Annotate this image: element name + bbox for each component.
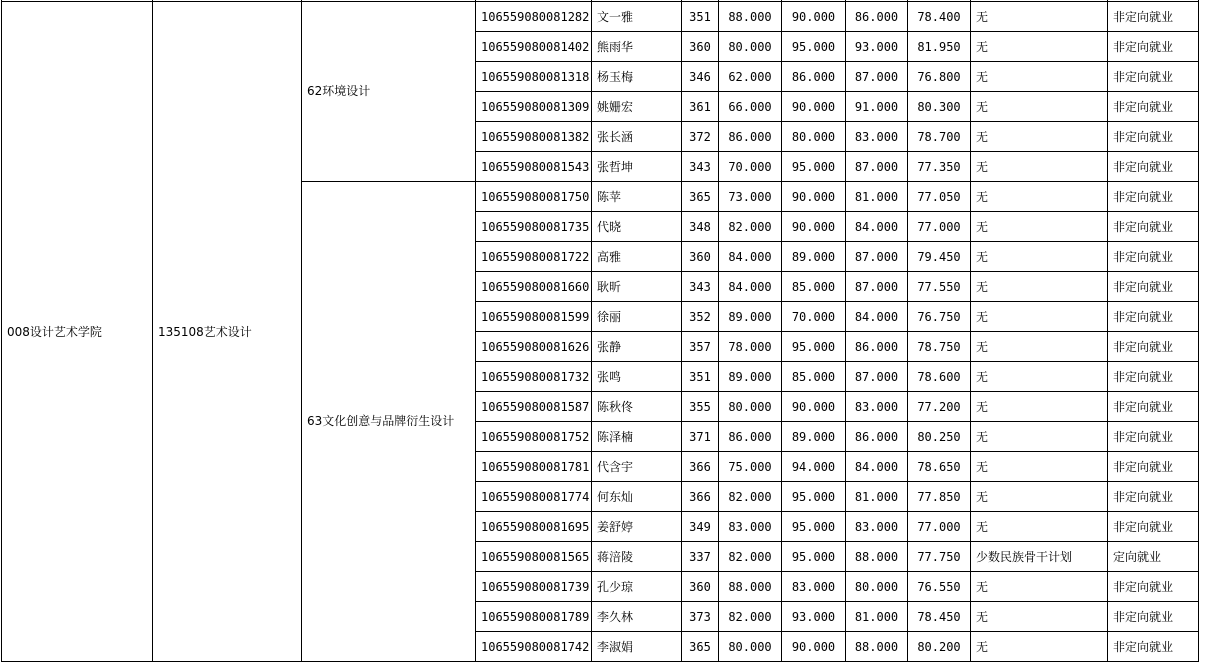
special-plan-cell: 无	[971, 602, 1108, 632]
retest-score-1-cell: 62.000	[719, 62, 782, 92]
retest-score-3-cell: 81.000	[846, 482, 908, 512]
initial-score-cell: 371	[682, 422, 719, 452]
final-score-cell: 78.450	[908, 602, 971, 632]
special-plan-cell: 无	[971, 452, 1108, 482]
retest-score-2-cell: 95.000	[782, 32, 846, 62]
retest-score-1-cell: 89.000	[719, 302, 782, 332]
initial-score-cell: 348	[682, 212, 719, 242]
retest-score-3-cell: 87.000	[846, 362, 908, 392]
initial-score-cell: 366	[682, 482, 719, 512]
candidate-name-cell: 姚姗宏	[592, 92, 682, 122]
candidate-name-cell: 耿昕	[592, 272, 682, 302]
initial-score-cell: 361	[682, 92, 719, 122]
final-score-cell: 78.700	[908, 122, 971, 152]
final-score-cell: 80.200	[908, 632, 971, 662]
retest-score-1-cell: 82.000	[719, 602, 782, 632]
employment-type-cell: 非定向就业	[1108, 182, 1199, 212]
candidate-name-cell: 张鸣	[592, 362, 682, 392]
retest-score-2-cell: 94.000	[782, 452, 846, 482]
final-score-cell: 76.550	[908, 572, 971, 602]
retest-score-3-cell: 84.000	[846, 302, 908, 332]
special-plan-cell: 无	[971, 2, 1108, 32]
candidate-name-cell: 张哲坤	[592, 152, 682, 182]
candidate-name-cell: 高雅	[592, 242, 682, 272]
candidate-id-cell: 106559080081318	[476, 62, 592, 92]
retest-score-1-cell: 82.000	[719, 482, 782, 512]
special-plan-cell: 无	[971, 512, 1108, 542]
retest-score-2-cell: 85.000	[782, 362, 846, 392]
special-plan-cell: 无	[971, 362, 1108, 392]
final-score-cell: 76.800	[908, 62, 971, 92]
retest-score-1-cell: 80.000	[719, 32, 782, 62]
retest-score-1-cell: 66.000	[719, 92, 782, 122]
retest-score-3-cell: 86.000	[846, 332, 908, 362]
candidate-id-cell: 106559080081742	[476, 632, 592, 662]
retest-score-2-cell: 89.000	[782, 422, 846, 452]
candidate-name-cell: 陈秋佟	[592, 392, 682, 422]
employment-type-cell: 非定向就业	[1108, 332, 1199, 362]
candidate-id-cell: 106559080081781	[476, 452, 592, 482]
candidate-name-cell: 李淑娟	[592, 632, 682, 662]
retest-score-1-cell: 70.000	[719, 152, 782, 182]
final-score-cell: 81.950	[908, 32, 971, 62]
retest-score-2-cell: 90.000	[782, 632, 846, 662]
final-score-cell: 78.650	[908, 452, 971, 482]
admission-results-table	[1, 0, 1199, 662]
final-score-cell: 78.600	[908, 362, 971, 392]
retest-score-1-cell: 80.000	[719, 392, 782, 422]
retest-score-3-cell: 83.000	[846, 122, 908, 152]
employment-type-cell: 非定向就业	[1108, 632, 1199, 662]
retest-score-3-cell: 93.000	[846, 32, 908, 62]
retest-score-3-cell: 84.000	[846, 212, 908, 242]
candidate-id-cell: 106559080081774	[476, 482, 592, 512]
candidate-id-cell: 106559080081722	[476, 242, 592, 272]
special-plan-cell: 无	[971, 482, 1108, 512]
special-plan-cell: 无	[971, 62, 1108, 92]
retest-score-3-cell: 87.000	[846, 62, 908, 92]
major-cell: 135108艺术设计	[153, 2, 302, 662]
employment-type-cell: 非定向就业	[1108, 242, 1199, 272]
candidate-id-cell: 106559080081382	[476, 122, 592, 152]
retest-score-3-cell: 87.000	[846, 272, 908, 302]
employment-type-cell: 非定向就业	[1108, 32, 1199, 62]
retest-score-2-cell: 90.000	[782, 392, 846, 422]
candidate-id-cell: 106559080081543	[476, 152, 592, 182]
retest-score-3-cell: 86.000	[846, 2, 908, 32]
initial-score-cell: 365	[682, 632, 719, 662]
initial-score-cell: 372	[682, 122, 719, 152]
retest-score-1-cell: 83.000	[719, 512, 782, 542]
retest-score-1-cell: 82.000	[719, 542, 782, 572]
table-row	[2, 2, 1199, 32]
retest-score-2-cell: 95.000	[782, 512, 846, 542]
special-plan-cell: 无	[971, 422, 1108, 452]
retest-score-1-cell: 84.000	[719, 272, 782, 302]
employment-type-cell: 非定向就业	[1108, 62, 1199, 92]
candidate-id-cell: 106559080081660	[476, 272, 592, 302]
candidate-name-cell: 杨玉梅	[592, 62, 682, 92]
employment-type-cell: 非定向就业	[1108, 2, 1199, 32]
employment-type-cell: 非定向就业	[1108, 302, 1199, 332]
retest-score-3-cell: 88.000	[846, 542, 908, 572]
employment-type-cell: 非定向就业	[1108, 452, 1199, 482]
final-score-cell: 77.000	[908, 512, 971, 542]
table-body	[2, 0, 1199, 662]
candidate-id-cell: 106559080081732	[476, 362, 592, 392]
candidate-name-cell: 张静	[592, 332, 682, 362]
special-plan-cell: 无	[971, 152, 1108, 182]
initial-score-cell: 366	[682, 452, 719, 482]
retest-score-2-cell: 83.000	[782, 572, 846, 602]
initial-score-cell: 351	[682, 362, 719, 392]
retest-score-2-cell: 95.000	[782, 152, 846, 182]
employment-type-cell: 非定向就业	[1108, 422, 1199, 452]
retest-score-2-cell: 86.000	[782, 62, 846, 92]
special-plan-cell: 无	[971, 212, 1108, 242]
retest-score-2-cell: 95.000	[782, 332, 846, 362]
candidate-id-cell: 106559080081750	[476, 182, 592, 212]
college-cell: 008设计艺术学院	[2, 2, 153, 662]
initial-score-cell: 360	[682, 32, 719, 62]
employment-type-cell: 非定向就业	[1108, 572, 1199, 602]
candidate-name-cell: 陈苹	[592, 182, 682, 212]
final-score-cell: 78.750	[908, 332, 971, 362]
retest-score-1-cell: 80.000	[719, 632, 782, 662]
candidate-id-cell: 106559080081402	[476, 32, 592, 62]
retest-score-2-cell: 90.000	[782, 212, 846, 242]
candidate-id-cell: 106559080081587	[476, 392, 592, 422]
research-direction-cell: 62环境设计	[302, 2, 476, 182]
initial-score-cell: 337	[682, 542, 719, 572]
final-score-cell: 80.250	[908, 422, 971, 452]
final-score-cell: 77.200	[908, 392, 971, 422]
special-plan-cell: 无	[971, 392, 1108, 422]
initial-score-cell: 360	[682, 242, 719, 272]
candidate-name-cell: 代含宇	[592, 452, 682, 482]
retest-score-1-cell: 78.000	[719, 332, 782, 362]
special-plan-cell: 无	[971, 332, 1108, 362]
initial-score-cell: 343	[682, 152, 719, 182]
retest-score-3-cell: 80.000	[846, 572, 908, 602]
employment-type-cell: 非定向就业	[1108, 392, 1199, 422]
candidate-name-cell: 孔少琼	[592, 572, 682, 602]
initial-score-cell: 360	[682, 572, 719, 602]
final-score-cell: 77.350	[908, 152, 971, 182]
employment-type-cell: 非定向就业	[1108, 152, 1199, 182]
retest-score-3-cell: 91.000	[846, 92, 908, 122]
initial-score-cell: 346	[682, 62, 719, 92]
special-plan-cell: 无	[971, 302, 1108, 332]
initial-score-cell: 357	[682, 332, 719, 362]
candidate-name-cell: 文一雅	[592, 2, 682, 32]
retest-score-3-cell: 87.000	[846, 242, 908, 272]
candidate-id-cell: 106559080081789	[476, 602, 592, 632]
candidate-id-cell: 106559080081626	[476, 332, 592, 362]
retest-score-2-cell: 93.000	[782, 602, 846, 632]
candidate-name-cell: 陈泽楠	[592, 422, 682, 452]
retest-score-2-cell: 89.000	[782, 242, 846, 272]
retest-score-1-cell: 82.000	[719, 212, 782, 242]
retest-score-1-cell: 88.000	[719, 2, 782, 32]
candidate-name-cell: 徐丽	[592, 302, 682, 332]
initial-score-cell: 352	[682, 302, 719, 332]
special-plan-cell: 无	[971, 632, 1108, 662]
retest-score-1-cell: 86.000	[719, 422, 782, 452]
final-score-cell: 77.550	[908, 272, 971, 302]
employment-type-cell: 非定向就业	[1108, 512, 1199, 542]
candidate-id-cell: 106559080081282	[476, 2, 592, 32]
employment-type-cell: 非定向就业	[1108, 362, 1199, 392]
retest-score-2-cell: 90.000	[782, 92, 846, 122]
employment-type-cell: 非定向就业	[1108, 92, 1199, 122]
special-plan-cell: 无	[971, 242, 1108, 272]
retest-score-3-cell: 87.000	[846, 152, 908, 182]
retest-score-2-cell: 90.000	[782, 182, 846, 212]
employment-type-cell: 非定向就业	[1108, 602, 1199, 632]
retest-score-3-cell: 84.000	[846, 452, 908, 482]
employment-type-cell: 定向就业	[1108, 542, 1199, 572]
special-plan-cell: 无	[971, 32, 1108, 62]
retest-score-1-cell: 86.000	[719, 122, 782, 152]
special-plan-cell: 无	[971, 182, 1108, 212]
candidate-name-cell: 何东灿	[592, 482, 682, 512]
initial-score-cell: 373	[682, 602, 719, 632]
initial-score-cell: 351	[682, 2, 719, 32]
candidate-name-cell: 熊雨华	[592, 32, 682, 62]
final-score-cell: 78.400	[908, 2, 971, 32]
employment-type-cell: 非定向就业	[1108, 122, 1199, 152]
retest-score-2-cell: 80.000	[782, 122, 846, 152]
final-score-cell: 77.850	[908, 482, 971, 512]
candidate-id-cell: 106559080081735	[476, 212, 592, 242]
candidate-name-cell: 代晓	[592, 212, 682, 242]
retest-score-3-cell: 86.000	[846, 422, 908, 452]
special-plan-cell: 无	[971, 122, 1108, 152]
special-plan-cell: 无	[971, 272, 1108, 302]
final-score-cell: 76.750	[908, 302, 971, 332]
candidate-id-cell: 106559080081695	[476, 512, 592, 542]
candidate-name-cell: 姜舒婷	[592, 512, 682, 542]
employment-type-cell: 非定向就业	[1108, 482, 1199, 512]
special-plan-cell: 少数民族骨干计划	[971, 542, 1108, 572]
retest-score-1-cell: 75.000	[719, 452, 782, 482]
initial-score-cell: 343	[682, 272, 719, 302]
candidate-name-cell: 蒋涪陵	[592, 542, 682, 572]
candidate-id-cell: 106559080081739	[476, 572, 592, 602]
retest-score-2-cell: 85.000	[782, 272, 846, 302]
retest-score-3-cell: 81.000	[846, 602, 908, 632]
candidate-name-cell: 张长涵	[592, 122, 682, 152]
initial-score-cell: 365	[682, 182, 719, 212]
retest-score-1-cell: 84.000	[719, 242, 782, 272]
final-score-cell: 80.300	[908, 92, 971, 122]
special-plan-cell: 无	[971, 92, 1108, 122]
employment-type-cell: 非定向就业	[1108, 212, 1199, 242]
candidate-id-cell: 106559080081599	[476, 302, 592, 332]
candidate-id-cell: 106559080081309	[476, 92, 592, 122]
final-score-cell: 77.000	[908, 212, 971, 242]
retest-score-1-cell: 88.000	[719, 572, 782, 602]
retest-score-2-cell: 95.000	[782, 542, 846, 572]
retest-score-3-cell: 83.000	[846, 512, 908, 542]
retest-score-1-cell: 89.000	[719, 362, 782, 392]
retest-score-2-cell: 95.000	[782, 482, 846, 512]
final-score-cell: 77.750	[908, 542, 971, 572]
retest-score-1-cell: 73.000	[719, 182, 782, 212]
final-score-cell: 79.450	[908, 242, 971, 272]
employment-type-cell: 非定向就业	[1108, 272, 1199, 302]
candidate-id-cell: 106559080081752	[476, 422, 592, 452]
initial-score-cell: 349	[682, 512, 719, 542]
candidate-id-cell: 106559080081565	[476, 542, 592, 572]
special-plan-cell: 无	[971, 572, 1108, 602]
retest-score-2-cell: 90.000	[782, 2, 846, 32]
retest-score-3-cell: 81.000	[846, 182, 908, 212]
retest-score-3-cell: 88.000	[846, 632, 908, 662]
final-score-cell: 77.050	[908, 182, 971, 212]
research-direction-cell: 63文化创意与品牌衍生设计	[302, 182, 476, 662]
initial-score-cell: 355	[682, 392, 719, 422]
retest-score-2-cell: 70.000	[782, 302, 846, 332]
retest-score-3-cell: 83.000	[846, 392, 908, 422]
candidate-name-cell: 李久林	[592, 602, 682, 632]
